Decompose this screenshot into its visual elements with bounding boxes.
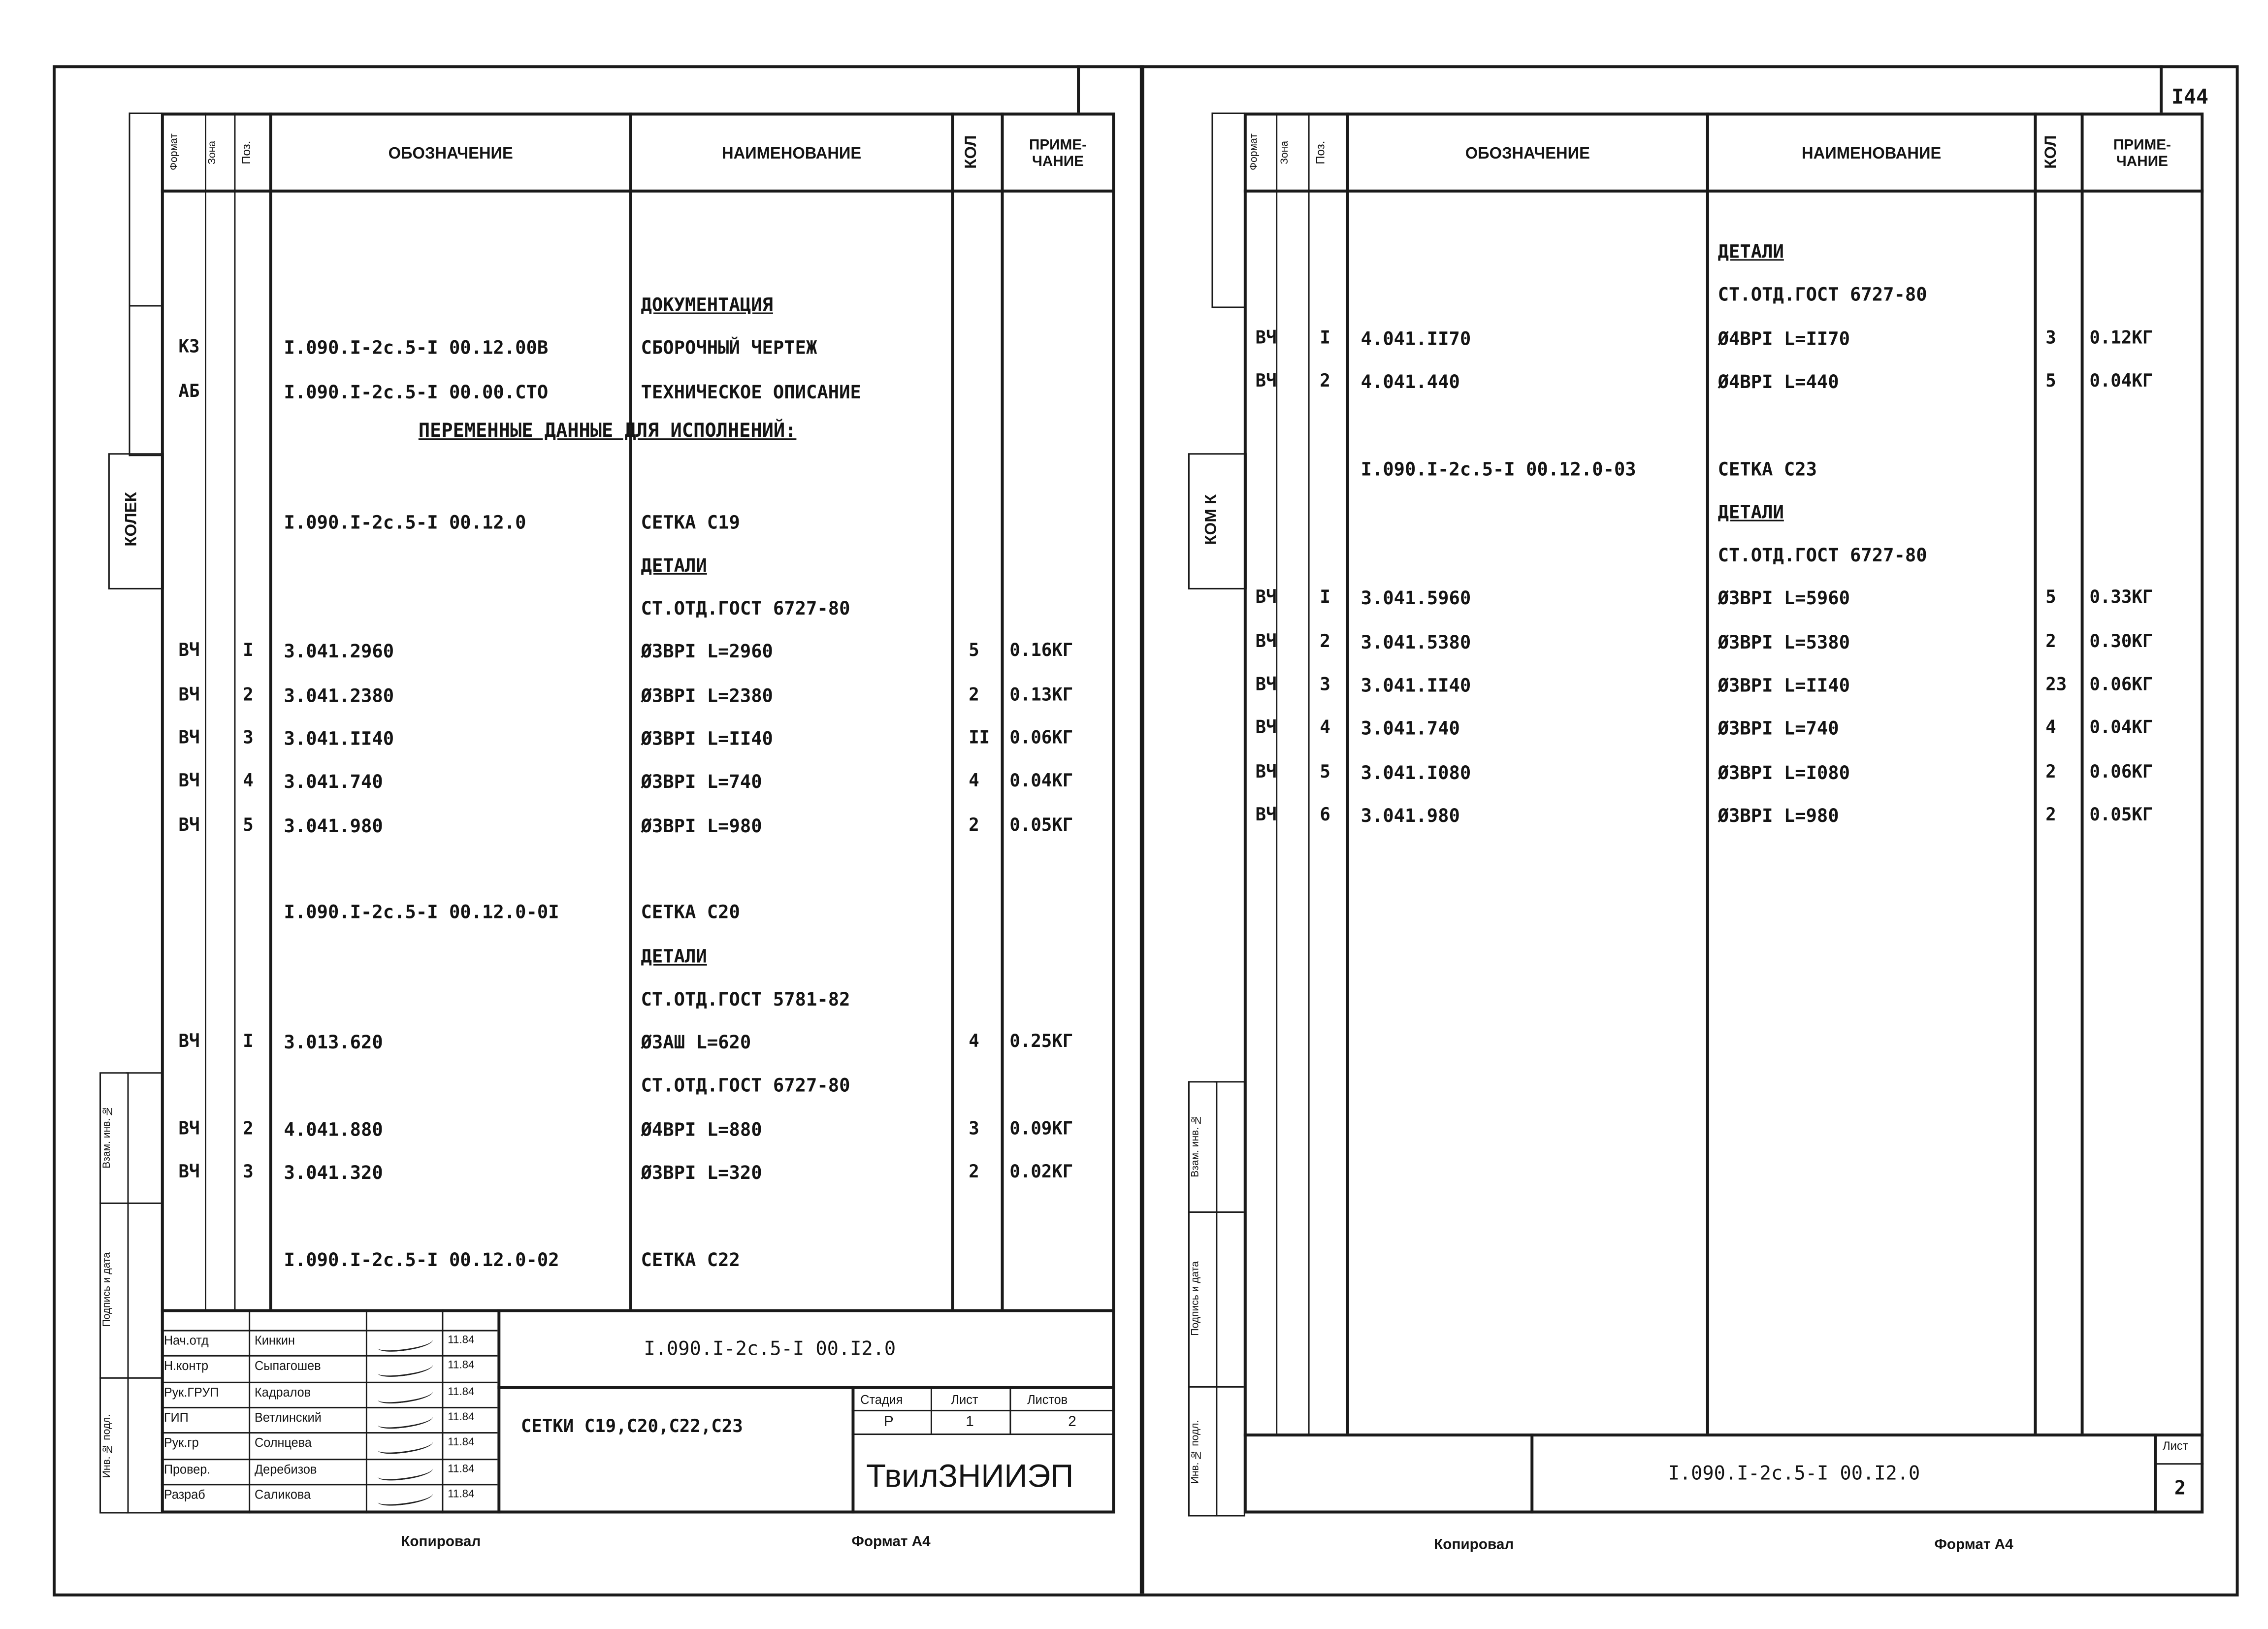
row-zone: ВЧ: [1255, 717, 1277, 738]
row-zone: ВЧ: [178, 1117, 200, 1139]
s1-tb-title: СЕТКИ С19,С20,С22,С23: [520, 1415, 743, 1437]
row-designation: I.090.I-2с.5-I 00.12.0: [284, 510, 526, 533]
row-designation: I.090.I-2с.5-I 00.12.0-02: [284, 1247, 559, 1271]
s2-strip-line: [1188, 1386, 1244, 1388]
s1-tb-sheet: 1: [966, 1414, 974, 1431]
row-note: 0.04КГ: [2089, 717, 2153, 738]
tb-name: Кинкин: [255, 1333, 295, 1348]
row-name: Ø3ВРI L=2380: [641, 684, 773, 706]
row-qty: 4: [969, 770, 979, 791]
s2-stamp-top: [1244, 1434, 2203, 1436]
s2-header-format: Формат: [1249, 134, 1260, 171]
row-zone: ВЧ: [1255, 587, 1277, 608]
row-name: Ø3ВРI L=II40: [1717, 674, 1850, 696]
tb-name: Ветлинский: [255, 1409, 322, 1425]
s2-stamp-v: [1530, 1434, 1533, 1513]
row-designation: 3.041.320: [284, 1161, 383, 1183]
row-note: 0.02КГ: [1009, 1161, 1073, 1182]
row-name: ТЕХНИЧЕСКОЕ ОПИСАНИЕ: [641, 380, 861, 402]
row-name: Ø3ВРI L=5380: [1717, 630, 1850, 653]
row-designation: 3.041.5960: [1361, 587, 1471, 610]
row-pos: I: [243, 1031, 254, 1052]
tb-date: 11.84: [448, 1461, 475, 1474]
row-pos: 3: [243, 1161, 254, 1182]
tb-date: 11.84: [448, 1435, 475, 1449]
s1-tb-sheets: 2: [1068, 1414, 1076, 1431]
s2-header-zone: Зона: [1280, 140, 1291, 164]
s2-header-bottom: [1244, 190, 2203, 193]
s2-col-line: [1308, 113, 1310, 1434]
row-name: СТ.ОТД.ГОСТ 6727-80: [1717, 283, 1927, 306]
s2-header-note: [2084, 119, 2201, 190]
row-qty: 5: [2045, 587, 2056, 608]
row-qty: II: [969, 727, 990, 748]
tb-name: Солнцева: [255, 1435, 312, 1450]
row-pos: I: [1320, 587, 1330, 608]
row-zone: АБ: [178, 380, 200, 401]
row-designation: 4.041.440: [1361, 370, 1460, 392]
tb-role: Н.контр: [163, 1358, 209, 1373]
s1-tb-stage: Р: [883, 1414, 894, 1431]
row-zone: ВЧ: [1255, 630, 1277, 652]
row-note: 0.05КГ: [1009, 814, 1073, 835]
tb-date: 11.84: [448, 1384, 475, 1398]
row-pos: I: [243, 640, 254, 661]
s1-tb-org: ТвилЗНИИЭП: [866, 1457, 1074, 1495]
row-qty: 2: [2045, 760, 2056, 782]
row-name: СЕТКА С23: [1717, 456, 1817, 479]
row-note: 0.25КГ: [1009, 1031, 1073, 1052]
row-name: СТ.ОТД.ГОСТ 6727-80: [1717, 543, 1927, 566]
row-qty: 5: [2045, 370, 2056, 391]
row-name: ДЕТАЛИ: [641, 554, 707, 576]
row-pos: 3: [1320, 674, 1330, 695]
row-designation: 3.041.5380: [1361, 630, 1471, 653]
row-zone: ВЧ: [178, 684, 200, 705]
row-note: 0.33КГ: [2089, 587, 2153, 608]
row-zone: ВЧ: [1255, 326, 1277, 348]
row-zone: ВЧ: [178, 1031, 200, 1052]
row-designation: I.090.I-2с.5-I 00.12.00В: [284, 336, 549, 359]
s2-col-line: [1346, 113, 1349, 1434]
tb-name: Саликова: [255, 1486, 311, 1501]
row-name: Ø3ВРI L=740: [641, 770, 762, 793]
row-note: 0.05КГ: [2089, 804, 2153, 825]
tb-role: Разраб: [163, 1486, 205, 1501]
row-designation: 3.041.740: [284, 770, 383, 793]
s1-strip-sign: Подпись и дата: [102, 1252, 113, 1328]
s2-col-line: [1706, 113, 1709, 1434]
s1-footer-format: Формат А4: [851, 1534, 931, 1551]
row-zone: ВЧ: [178, 770, 200, 791]
row-name: ДЕТАЛИ: [641, 944, 707, 967]
row-zone: ВЧ: [1255, 674, 1277, 695]
row-name: Ø3ВРI L=II40: [641, 727, 773, 749]
row-note: 0.12КГ: [2089, 326, 2153, 348]
s2-stamp-h: [2154, 1463, 2203, 1465]
s2-header-pos: Поз.: [1314, 140, 1328, 164]
s2-header-qty: КОЛ: [2042, 135, 2061, 169]
row-designation: 4.041.II70: [1361, 326, 1471, 349]
row-designation: I.090.I-2с.5-I 00.12.0-03: [1361, 456, 1636, 479]
s2-stamp-sheet-label: Лист: [2163, 1439, 2188, 1453]
s1-header-format: Формат: [169, 134, 180, 171]
row-pos: 6: [1320, 804, 1330, 825]
row-zone: ВЧ: [1255, 804, 1277, 825]
row-name: СЕТКА С22: [641, 1247, 740, 1271]
row-note: 0.06КГ: [1009, 727, 1073, 748]
s1-header-note-1: ПРИМЕ-: [1029, 137, 1087, 154]
row-designation: 4.041.880: [284, 1117, 383, 1140]
row-pos: 2: [243, 1117, 254, 1139]
tb-role: Нач.отд: [163, 1333, 209, 1348]
row-pos: 2: [1320, 370, 1330, 391]
row-pos: 2: [243, 684, 254, 705]
row-name: Ø4ВРI L=440: [1717, 370, 1839, 392]
s1-tb-sheet-label: Лист: [951, 1392, 978, 1407]
row-pos: 4: [1320, 717, 1330, 738]
s2-side-label: КОМ К: [1202, 494, 1221, 546]
s1-strip-inv: Инв. № подл.: [102, 1413, 113, 1477]
row-qty: 2: [969, 814, 979, 835]
s2-footer-format: Формат А4: [1934, 1537, 2013, 1554]
s1-header-zone: Зона: [207, 140, 218, 164]
s1-tb-stage-label: Стадия: [860, 1392, 903, 1407]
tb-role: Рук.ГРУП: [163, 1384, 219, 1399]
s2-header-note-1: ПРИМЕ-: [2113, 137, 2171, 154]
row-name: ДЕТАЛИ: [1717, 240, 1784, 262]
tb-role: ГИП: [163, 1409, 189, 1425]
row-qty: 2: [2045, 630, 2056, 652]
row-note: 0.13КГ: [1009, 684, 1073, 705]
row-designation: 3.041.980: [1361, 804, 1460, 826]
s1-footer-copied: Копировал: [401, 1534, 481, 1551]
tb-role: Рук.гр: [163, 1435, 199, 1450]
row-qty: 2: [2045, 804, 2056, 825]
row-qty: 3: [969, 1117, 979, 1139]
s1-tb-sheets-label: Листов: [1027, 1392, 1068, 1407]
s1-header-qty: КОЛ: [963, 135, 980, 169]
row-note: 0.09КГ: [1009, 1117, 1073, 1139]
row-qty: 23: [2045, 674, 2067, 695]
row-pos: 2: [1320, 630, 1330, 652]
s2-strip-inv: Инв. № подл.: [1191, 1419, 1201, 1483]
s2-header-name: НАИМЕНОВАНИЕ: [1802, 145, 1942, 163]
row-qty: 4: [969, 1031, 979, 1052]
row-pos: 4: [243, 770, 254, 791]
tb-date: 11.84: [448, 1409, 475, 1423]
s1-side-label: КОЛЕК: [123, 492, 141, 547]
row-name: СТ.ОТД.ГОСТ 6727-80: [641, 597, 850, 619]
row-pos: 5: [1320, 760, 1330, 782]
s2-strip-line: [1188, 1211, 1244, 1213]
row-qty: 2: [969, 1161, 979, 1182]
tb-date: 11.84: [448, 1333, 475, 1346]
row-designation: 3.041.980: [284, 814, 383, 836]
row-designation: 3.041.2380: [284, 684, 394, 706]
row-name: Ø3ВРI L=2960: [641, 640, 773, 663]
row-zone: ВЧ: [178, 814, 200, 835]
row-designation: 3.041.2960: [284, 640, 394, 663]
row-note: 0.30КГ: [2089, 630, 2153, 652]
row-qty: 5: [969, 640, 979, 661]
row-name: Ø3ВРI L=5960: [1717, 587, 1850, 610]
row-note: 0.06КГ: [2089, 674, 2153, 695]
row-designation: 3.041.II40: [284, 727, 394, 749]
s2-col-line: [2081, 113, 2084, 1434]
s2-footer-copied: Копировал: [1434, 1537, 1514, 1554]
s2-header-designation: ОБОЗНАЧЕНИЕ: [1465, 145, 1590, 163]
row-designation: 3.041.I080: [1361, 760, 1471, 783]
s1-header-designation: ОБОЗНАЧЕНИЕ: [388, 145, 513, 163]
s2-strip-vzam: Взам. инв. №: [1191, 1114, 1201, 1178]
row-pos: 5: [243, 814, 254, 835]
row-name: Ø3АШ L=620: [641, 1031, 751, 1053]
s2-stamp-code: I.090.I-2с.5-I 00.I2.0: [1668, 1463, 1920, 1486]
row-note: 0.16КГ: [1009, 640, 1073, 661]
row-name: СТ.ОТД.ГОСТ 5781-82: [641, 987, 850, 1010]
row-designation: I.090.I-2с.5-I 00.12.0-0I: [284, 901, 559, 923]
row-zone: КЗ: [178, 336, 200, 358]
s1-header-name: НАИМЕНОВАНИЕ: [721, 145, 862, 163]
row-name: Ø3ВРI L=980: [641, 814, 762, 836]
tb-date: 11.84: [448, 1358, 475, 1372]
row-zone: ВЧ: [178, 1161, 200, 1182]
s2-stamp-v: [2154, 1434, 2157, 1513]
row-qty: 4: [2045, 717, 2056, 738]
row-name: ДОКУМЕНТАЦИЯ: [641, 293, 773, 316]
row-name: СЕТКА С19: [641, 510, 740, 533]
s1-header-pos: Поз.: [240, 140, 254, 164]
row-name: Ø3ВРI L=740: [1717, 717, 1839, 740]
row-qty: 3: [2045, 326, 2056, 348]
row-name: Ø4ВРI L=880: [641, 1117, 762, 1140]
row-name: Ø4ВРI L=II70: [1717, 326, 1850, 349]
s2-left-top-box: [1211, 113, 1245, 308]
page-number: I44: [2171, 86, 2209, 110]
row-note: 0.04КГ: [1009, 770, 1073, 791]
row-qty: 2: [969, 684, 979, 705]
s2-col-line: [2034, 113, 2037, 1434]
row-note: 0.06КГ: [2089, 760, 2153, 782]
row-name: Ø3ВРI L=320: [641, 1161, 762, 1183]
row-designation: 3.041.II40: [1361, 674, 1471, 696]
row-zone: ВЧ: [178, 727, 200, 748]
row-zone: ВЧ: [178, 640, 200, 661]
row-name: СБОРОЧНЫЙ ЧЕРТЕЖ: [641, 336, 817, 359]
row-pos: 3: [243, 727, 254, 748]
row-name: Ø3ВРI L=980: [1717, 804, 1839, 826]
s2-stamp-sheet: 2: [2174, 1478, 2186, 1500]
s1-header-note-2: ЧАНИЕ: [1032, 154, 1084, 170]
row-name: Ø3ВРI L=I080: [1717, 760, 1850, 783]
tb-name: Деребизов: [255, 1461, 317, 1476]
s1-variable-heading: ПЕРЕМЕННЫЕ ДАННЫЕ ДЛЯ ИСПОЛНЕНИЙ:: [418, 421, 797, 443]
row-zone: ВЧ: [1255, 370, 1277, 391]
s2-header-note-2: ЧАНИЕ: [2116, 154, 2168, 170]
row-designation: 3.013.620: [284, 1031, 383, 1053]
row-name: СТ.ОТД.ГОСТ 6727-80: [641, 1074, 850, 1097]
row-note: 0.04КГ: [2089, 370, 2153, 391]
tb-name: Кадралов: [255, 1384, 311, 1399]
row-name: ДЕТАЛИ: [1717, 500, 1784, 522]
tb-name: Сыпагошев: [255, 1358, 321, 1373]
row-designation: 3.041.740: [1361, 717, 1460, 740]
tb-role: Провер.: [163, 1461, 211, 1476]
s1-strip-vzam: Взам. инв. №: [102, 1106, 113, 1170]
s2-left-strip-b: [1214, 1081, 1245, 1516]
s1-tb-code: I.090.I-2с.5-I 00.I2.0: [644, 1338, 896, 1361]
row-zone: ВЧ: [1255, 760, 1277, 782]
row-pos: I: [1320, 326, 1330, 348]
s2-strip-sign: Подпись и дата: [1191, 1261, 1201, 1336]
row-name: СЕТКА С20: [641, 901, 740, 923]
row-designation: I.090.I-2с.5-I 00.00.СТО: [284, 380, 549, 402]
tb-date: 11.84: [448, 1486, 475, 1500]
